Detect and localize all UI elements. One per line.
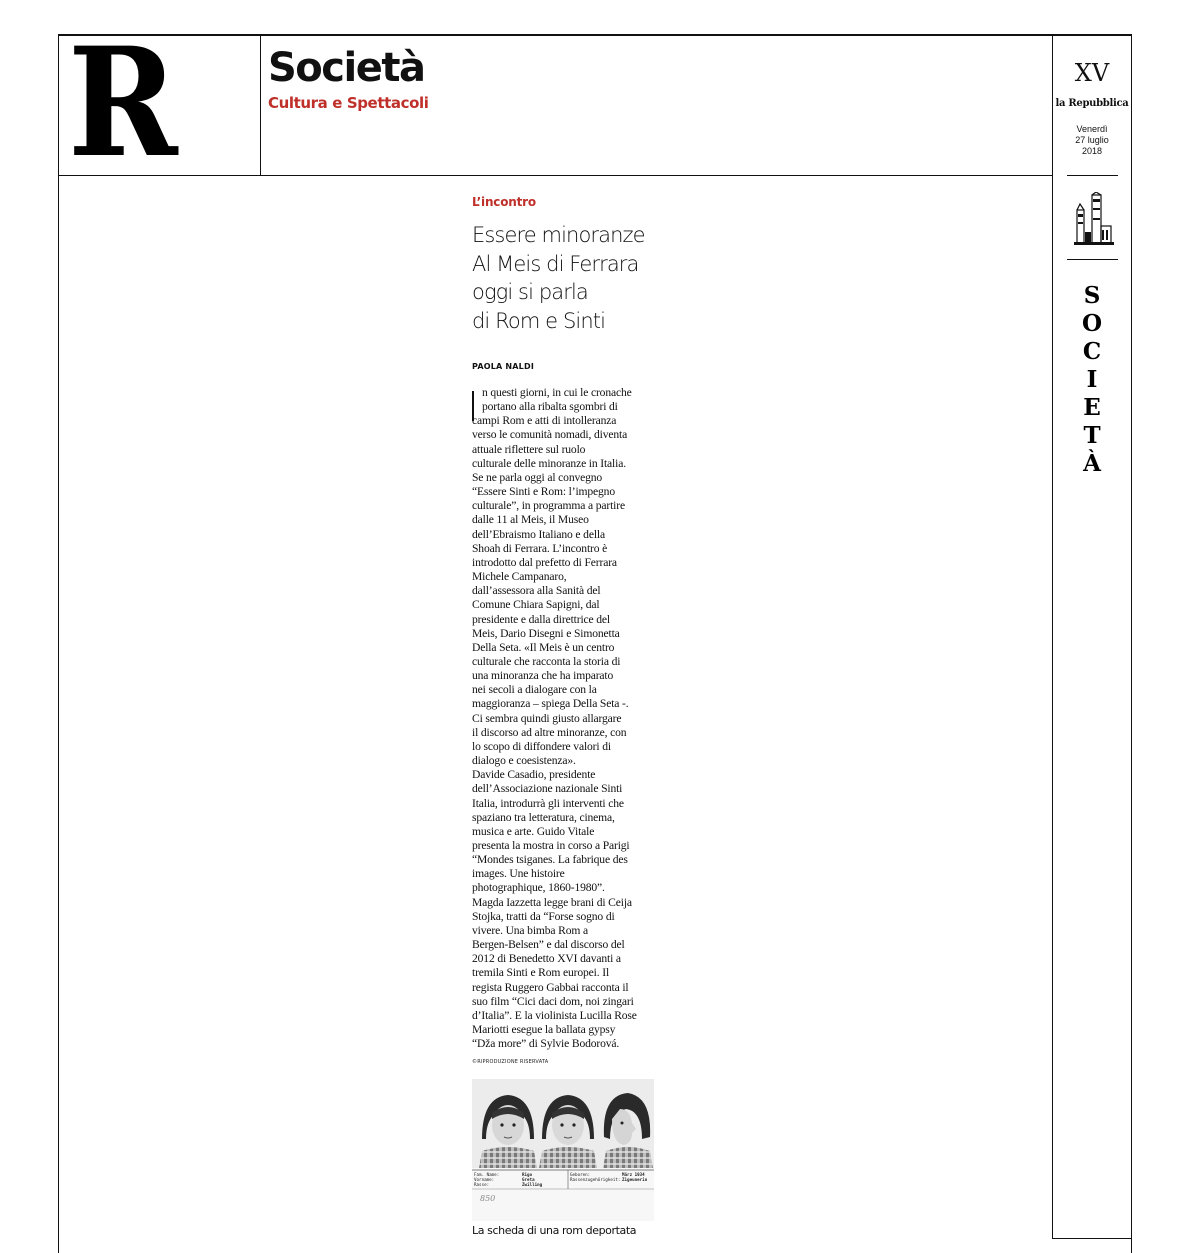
date-day-month: 27 luglio xyxy=(1075,135,1109,145)
body-line: Bergen-Belsen” e dal discorso del xyxy=(472,938,625,952)
section-subtitle: Cultura e Spettacoli xyxy=(268,94,429,112)
date-weekday: Venerdì xyxy=(1076,124,1108,134)
body-line: culturale”, in programma a partire xyxy=(472,499,625,513)
body-line: dell’Associazione nazionale Sinti xyxy=(472,782,623,796)
article-kicker: L’incontro xyxy=(472,195,536,209)
repubblica-logo: R xyxy=(68,15,175,191)
body-line: musica e arte. Guido Vitale xyxy=(472,824,595,838)
body-line: Stojka, tratti da “Forse sogno di xyxy=(472,909,615,923)
section-title: Società xyxy=(268,45,425,91)
card-number: 850 xyxy=(480,1194,496,1203)
header-divider xyxy=(260,34,261,176)
vertical-letter: E xyxy=(1083,394,1101,421)
body-line: maggioranza – spiega Della Seta -. xyxy=(472,697,629,711)
body-line: Meis, Dario Disegni e Simonetta xyxy=(472,626,620,640)
towers-icon xyxy=(1074,192,1114,246)
vertical-letter: I xyxy=(1086,366,1098,393)
photo-caption: La scheda di una rom deportata xyxy=(472,1224,637,1237)
body-line: Shoah di Ferrara. L’incontro è xyxy=(472,541,608,555)
body-line: attuale riflettere sul ruolo xyxy=(472,442,586,456)
card-label: Rasse: xyxy=(474,1182,490,1187)
body-line: Mariotti esegue la ballata gypsy xyxy=(472,1023,616,1037)
frame-right-rule xyxy=(1131,34,1132,1253)
sidebar-bottom-rule xyxy=(1052,1238,1132,1239)
body-line: culturale delle minoranze in Italia. xyxy=(472,456,626,470)
sidebar-rule-bottom xyxy=(1067,259,1118,260)
body-line: dell’Ebraismo Italiano e della xyxy=(472,527,605,541)
body-line: introdotto dal prefetto di Ferrara xyxy=(472,555,617,569)
body-line: suo film “Cici daci dom, noi zingari xyxy=(472,994,634,1008)
body-line: Della Seta. «Il Meis è un centro xyxy=(472,640,615,654)
sidebar-divider xyxy=(1052,34,1053,1239)
card-value: Rigo xyxy=(522,1172,533,1177)
vertical-section-name xyxy=(1070,282,1114,478)
copyright-notice: ©RIPRODUZIONE RISERVATA xyxy=(472,1059,549,1065)
sidebar-rule-top xyxy=(1067,175,1118,176)
body-line: Ci sembra quindi giusto allargare xyxy=(472,711,622,725)
article-body xyxy=(472,386,657,1051)
body-line: lo scopo di diffondere valori di xyxy=(472,739,611,753)
body-line: nei secoli a dialogare con la xyxy=(472,683,597,697)
body-line: photographique, 1860-1980”. xyxy=(472,881,605,895)
card-label: Vorname: xyxy=(474,1177,495,1182)
body-line: una minoranza che ha imparato xyxy=(472,669,614,683)
headline-line: Al Meis di Ferrara xyxy=(472,251,639,276)
body-line: culturale che racconta la storia di xyxy=(472,654,621,668)
body-line: 2012 di Benedetto XVI davanti a xyxy=(472,952,621,966)
masthead: la Repubblica xyxy=(1055,98,1129,109)
vertical-letter: O xyxy=(1081,310,1103,337)
article-byline: PAOLA NALDI xyxy=(472,362,534,371)
vertical-letter: C xyxy=(1082,338,1102,365)
body-line: spaziano tra letteratura, cinema, xyxy=(472,810,615,824)
vertical-letter: T xyxy=(1083,422,1101,449)
body-line: il discorso ad altre minoranze, con xyxy=(472,725,627,739)
body-line: regista Ruggero Gabbai racconta il xyxy=(472,980,629,994)
vertical-letter: S xyxy=(1083,282,1101,309)
headline-line: oggi si parla xyxy=(472,280,588,304)
body-line: dalle 11 al Meis, il Museo xyxy=(472,513,589,527)
body-line: tremila Sinti e Rom europei. Il xyxy=(472,966,610,980)
body-line: verso le comunità nomadi, diventa xyxy=(472,428,628,442)
frame-top-rule xyxy=(58,34,1132,36)
body-line: d’Italia”. E la violinista Lucilla Rose xyxy=(472,1008,637,1022)
date-year: 2018 xyxy=(1081,146,1103,156)
frame-left-rule xyxy=(58,34,59,1253)
headline-line: Essere minoranze xyxy=(472,223,645,247)
header-bottom-rule xyxy=(58,175,1052,176)
body-line: dall’assessora alla Sanità del xyxy=(472,584,601,598)
publication-date xyxy=(1054,124,1130,157)
body-line: n questi giorni, in cui le cronache xyxy=(482,386,632,399)
body-line: presenta la mostra in corso a Parigi xyxy=(472,839,630,852)
body-line: portano alla ribalta sgombri di xyxy=(482,400,618,414)
body-line: dialogo e coesistenza». xyxy=(472,754,576,768)
body-line: Se ne parla oggi al convegno xyxy=(472,470,603,484)
page-number: XV xyxy=(1074,59,1110,87)
body-line: Davide Casadio, presidente xyxy=(472,768,596,782)
body-line: “Essere Sinti e Rom: l’impegno xyxy=(472,485,615,499)
body-line: presidente e dalla direttrice del xyxy=(472,612,610,626)
card-value: Zwilling xyxy=(522,1182,543,1187)
body-line: Michele Campanaro, xyxy=(472,570,567,584)
body-line: “Dža more” di Sylvie Bodorová. xyxy=(472,1037,620,1051)
card-label: Fam. Name: xyxy=(474,1172,500,1177)
card-value: Greta xyxy=(522,1177,535,1182)
body-line: Italia, introdurrà gli interventi che xyxy=(472,796,624,810)
body-line: campi Rom e atti di intolleranza xyxy=(472,414,617,428)
card-value: März 1934 xyxy=(622,1172,645,1177)
body-line: “Mondes tsiganes. La fabrique des xyxy=(472,853,628,867)
vertical-letter: À xyxy=(1083,450,1101,477)
card-value: Zigeunerin xyxy=(622,1177,648,1182)
headline-line: di Rom e Sinti xyxy=(472,308,606,333)
body-line: images. Une histoire xyxy=(472,867,565,881)
card-label: Geboren: xyxy=(570,1172,591,1177)
body-line: vivere. Una bimba Rom a xyxy=(472,923,588,937)
deportation-record-photo xyxy=(472,1079,654,1221)
body-line: Comune Chiara Sapigni, dal xyxy=(472,598,600,612)
card-label: Rassenzugehörigkeit: xyxy=(570,1177,621,1182)
article-headline xyxy=(472,221,692,335)
body-line: Magda Iazzetta legge brani di Ceija xyxy=(472,895,632,909)
